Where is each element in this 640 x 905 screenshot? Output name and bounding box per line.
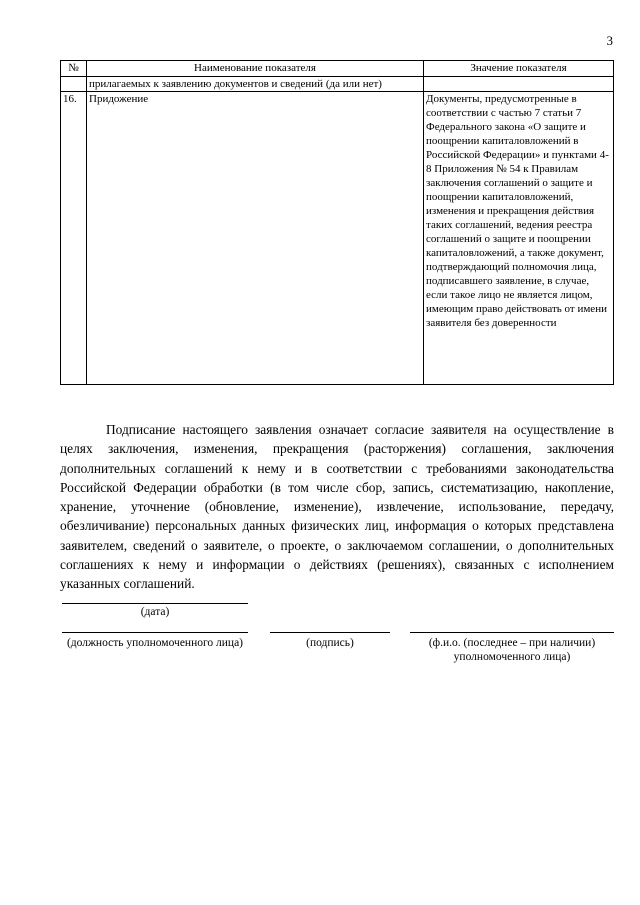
name-label: (ф.и.о. (последнее – при наличии) уполномоченного лица) [428, 637, 596, 663]
row-number-cell [61, 77, 87, 92]
name-line [410, 632, 614, 633]
signature-line [270, 632, 390, 633]
position-line [62, 632, 248, 633]
consent-paragraph: Подписание настоящего заявления означает согласие заявителя на осуществление в целях заключения, изменения, прекращения (расторжения) соглашения, заключения дополнительных соглашений к нему и в соответствии с требованиями законодательства Российской Федерации обработки (в том числе сбор, запись, систематизацию, накопление, хранение, уточнение (обновление, изменение), извлечение, использование, передачу, обезличивание) персональных данных физических лиц, информация о которых представлена заявителем, сведений о заявителе, о проекте, о заключаемом соглашении, о дополнительных соглашениях к нему и информации о действиях (решениях), связанных с исполнением указанных соглашений. [60, 422, 614, 592]
row-value-cell: Документы, предусмотренные в соответствии с частью 7 статьи 7 Федерального закона «О защите и поощрении капиталовложений в Российской Федерации» и пунктами 4-8 Приложения № 54 к Правилам заключения соглашений о защите и поощрении капиталовложений, изменения и прекращения действия таких соглашений, ведения реестра соглашений о защите и поощрении капиталовложений, а также документ, подтверждающий полномочия лица, подписавшего заявление, в случае, если такое лицо не является лицом, имеющим право действовать от имени заявителя без доверенности [424, 92, 614, 385]
row-name-cell: прилагаемых к заявлению документов и сведений (да или нет) [87, 77, 424, 92]
signature-label: (подпись) [306, 637, 354, 649]
row-number-cell: 16. [61, 92, 87, 385]
header-indicator-name: Наименование показателя [87, 61, 424, 77]
date-line [62, 603, 248, 604]
header-number: № [61, 61, 87, 77]
date-label: (дата) [140, 606, 170, 618]
indicators-table [60, 60, 614, 385]
row-name-cell: Придожение [87, 92, 424, 385]
table-row [61, 77, 614, 92]
header-indicator-value: Значение показателя [424, 61, 614, 77]
page-number: 3 [606, 33, 613, 48]
position-label: (должность уполномоченного лица) [66, 637, 244, 649]
row-value-cell [424, 77, 614, 92]
table-header-row [61, 61, 614, 77]
table-row [61, 92, 614, 385]
